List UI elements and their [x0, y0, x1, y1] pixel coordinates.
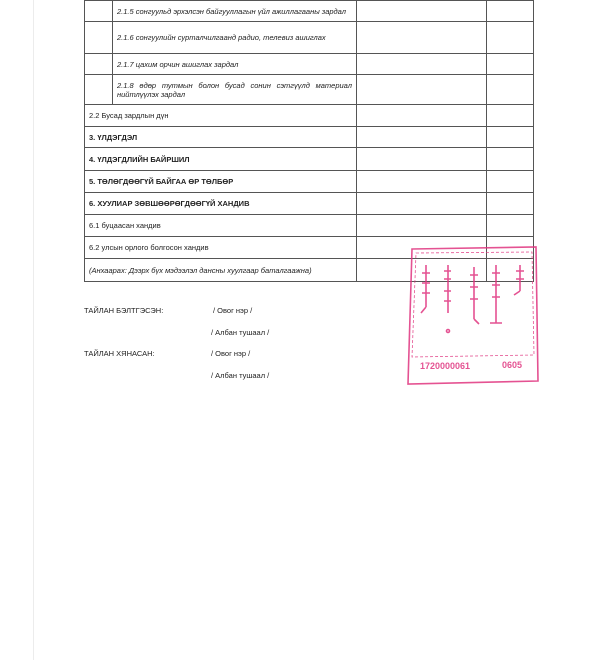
prepared-by-label: ТАЙЛАН БЭЛТГЭСЭН:: [84, 306, 164, 315]
amount-cell: [357, 193, 487, 215]
table-row: [85, 148, 534, 171]
note-cell: [487, 193, 534, 215]
indent-cell: [85, 54, 113, 75]
row-label: 4. ҮЛДЭГДЛИЙН БАЙРШИЛ: [85, 148, 357, 171]
table-row: [85, 127, 534, 148]
note-cell: [487, 75, 534, 105]
row-label: (Анхаарах: Дээрх бүх мэдээлэл дансны хуулгаар баталгаажна): [85, 259, 357, 282]
amount-cell: [357, 215, 487, 237]
table-row: [85, 54, 534, 75]
note-cell: [487, 171, 534, 193]
amount-cell: [357, 105, 487, 127]
row-label: 2.1.6 сонгуулийн сурталчилгаанд радио, телевиз ашиглах: [113, 22, 357, 54]
stamp-number-tail: 0605: [502, 360, 523, 370]
amount-cell: [357, 171, 487, 193]
row-label: 2.1.7 цахим орчин ашиглах зардал: [113, 54, 357, 75]
official-stamp: [404, 243, 540, 389]
row-label: 6.2 улсын орлого болгосон хандив: [85, 237, 357, 259]
amount-cell: [357, 75, 487, 105]
prepared-position-label: / Албан тушаал /: [211, 328, 270, 337]
table-row: [85, 215, 534, 237]
table-row: [85, 1, 534, 22]
table-row: [85, 171, 534, 193]
row-label: 2.1.5 сонгуульд эрхэлсэн байгууллагын үйл ажиллагааны зардал: [113, 1, 357, 22]
reviewed-position-label: / Албан тушаал /: [211, 371, 270, 380]
note-cell: [487, 215, 534, 237]
report-table-body: [85, 1, 534, 282]
indent-cell: [85, 75, 113, 105]
amount-cell: [357, 22, 487, 54]
row-label: 2.2 Бусад зардлын дүн: [85, 105, 357, 127]
indent-cell: [85, 22, 113, 54]
note-cell: [487, 22, 534, 54]
stamp-number: 1720000061: [420, 361, 471, 371]
indent-cell: [85, 1, 113, 22]
row-label: 3. ҮЛДЭГДЭЛ: [85, 127, 357, 148]
amount-cell: [357, 127, 487, 148]
table-row: [85, 22, 534, 54]
row-label: 2.1.8 өдөр тутмын болон бусад сонин сэтгүүлд материал нийтлүүлэх зардал: [113, 75, 357, 105]
note-cell: [487, 148, 534, 171]
stamp-inner-border: [412, 252, 534, 357]
note-cell: [487, 127, 534, 148]
row-label: 6.1 буцаасан хандив: [85, 215, 357, 237]
row-label: 6. ХУУЛИАР ЗӨВШӨӨРӨГДӨӨГҮЙ ХАНДИВ: [85, 193, 357, 215]
note-cell: [487, 105, 534, 127]
table-row: [85, 105, 534, 127]
row-label: 5. ТӨЛӨГДӨӨГҮЙ БАЙГАА ӨР ТӨЛБӨР: [85, 171, 357, 193]
table-row: [85, 75, 534, 105]
reviewed-name-label: / Овог нэр /: [211, 349, 251, 358]
table-row: [85, 193, 534, 215]
stamp-mongol-script: [421, 265, 524, 333]
note-cell: [487, 54, 534, 75]
prepared-name-label: / Овог нэр /: [213, 306, 253, 315]
expense-report-table: [84, 0, 534, 282]
note-cell: [487, 1, 534, 22]
amount-cell: [357, 1, 487, 22]
page-edge-line: [33, 0, 34, 660]
amount-cell: [357, 148, 487, 171]
reviewed-by-label: ТАЙЛАН ХЯНАСАН:: [84, 349, 155, 358]
amount-cell: [357, 54, 487, 75]
